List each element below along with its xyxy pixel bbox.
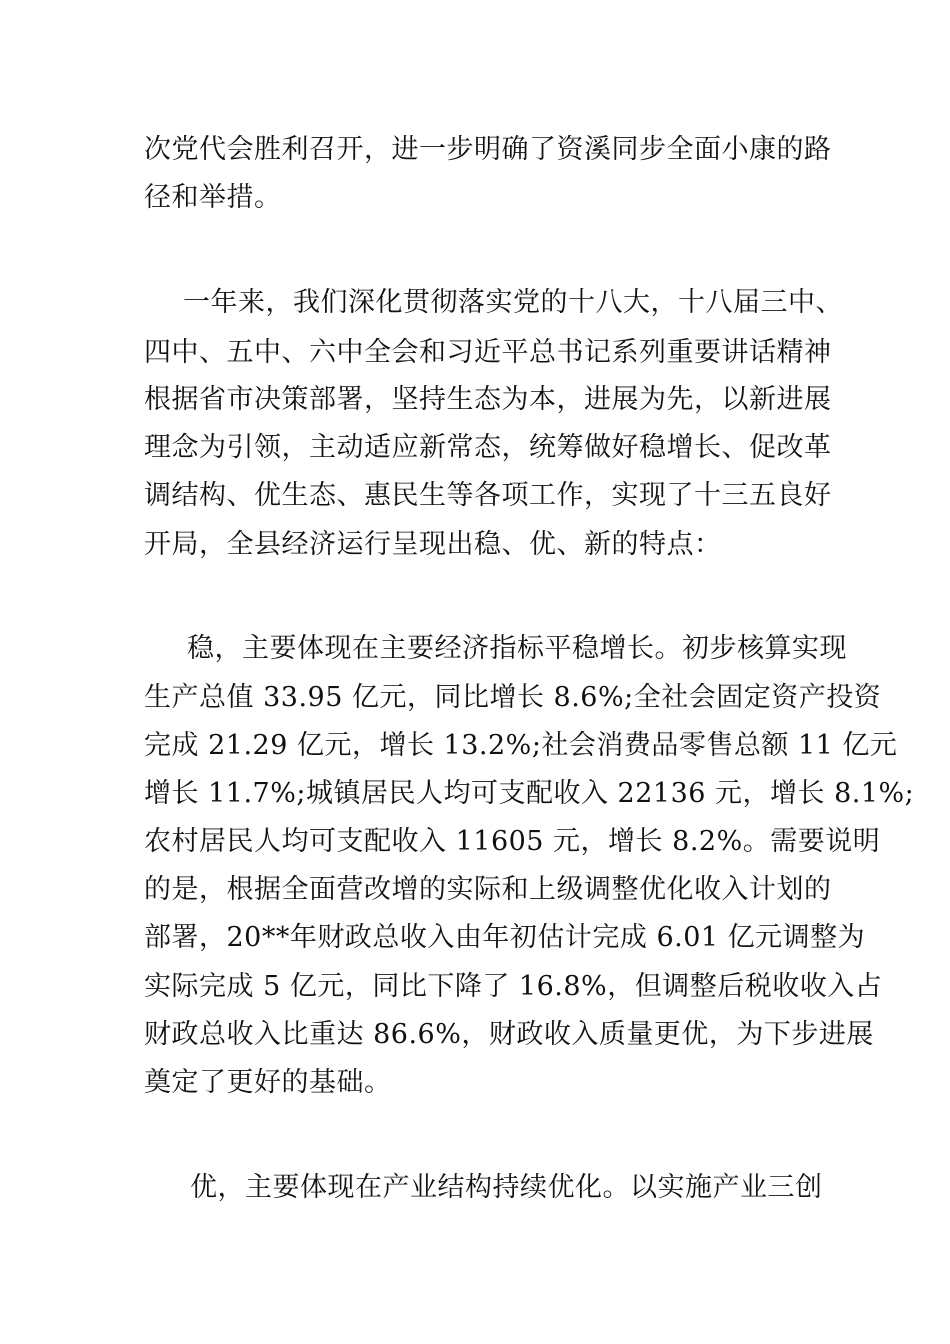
paragraph-3-line-4: 增长 11.7%;城镇居民人均可支配收入 22136 元，增长 8.1%; — [144, 778, 915, 809]
paragraph-3-line-6: 的是，根据全面营改增的实际和上级调整优化收入计划的 — [144, 874, 832, 905]
paragraph-1-line-2: 径和举措。 — [144, 182, 282, 213]
paragraph-2-line-2: 四中、五中、六中全会和习近平总书记系列重要讲话精神 — [144, 337, 832, 368]
paragraph-3-line-8: 实际完成 5 亿元，同比下降了 16.8%，但调整后税收收入占 — [144, 971, 883, 1002]
paragraph-3-line-7: 部署，20**年财政总收入由年初估计完成 6.01 亿元调整为 — [144, 922, 866, 953]
paragraph-2-line-4: 理念为引领，主动适应新常态，统筹做好稳增长、促改革 — [144, 432, 832, 463]
paragraph-3-line-5: 农村居民人均可支配收入 11605 元，增长 8.2%。需要说明 — [144, 826, 881, 857]
paragraph-3-line-3: 完成 21.29 亿元，增长 13.2%;社会消费品零售总额 11 亿元 — [144, 730, 898, 761]
paragraph-4-line-1: 优，主要体现在产业结构持续优化。以实施产业三创 — [190, 1172, 823, 1203]
paragraph-2-line-6: 开局，全县经济运行呈现出稳、优、新的特点： — [144, 529, 722, 560]
paragraph-3-line-10: 奠定了更好的基础。 — [144, 1067, 392, 1098]
paragraph-3-line-2: 生产总值 33.95 亿元，同比增长 8.6%;全社会固定资产投资 — [144, 682, 882, 713]
paragraph-3-line-1: 稳，主要体现在主要经济指标平稳增长。初步核算实现 — [187, 633, 847, 664]
paragraph-2-line-3: 根据省市决策部署，坚持生态为本，进展为先，以新进展 — [144, 384, 832, 415]
paragraph-1-line-1: 次党代会胜利召开，进一步明确了资溪同步全面小康的路 — [144, 134, 832, 165]
paragraph-2-line-5: 调结构、优生态、惠民生等各项工作，实现了十三五良好 — [144, 480, 832, 511]
paragraph-3-line-9: 财政总收入比重达 86.6%，财政收入质量更优，为下步进展 — [144, 1019, 874, 1050]
paragraph-2-line-1: 一年来，我们深化贯彻落实党的十八大，十八届三中、 — [183, 287, 843, 318]
